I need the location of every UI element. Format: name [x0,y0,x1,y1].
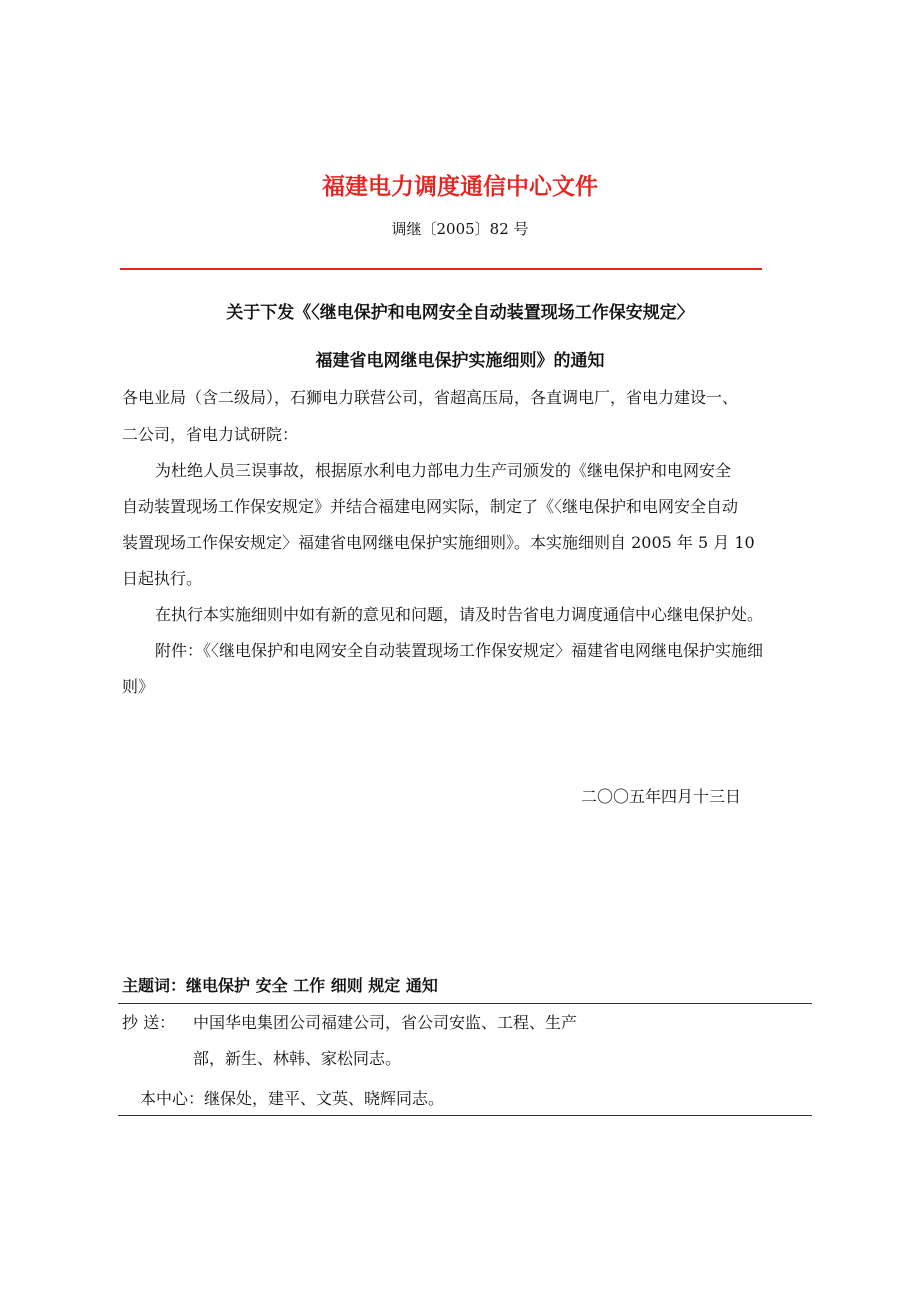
document-title: 福建电力调度通信中心文件 [322,174,598,200]
cc-recipients-line-1: 中国华电集团公司福建公司，省公司安监、工程、生产 [193,1013,578,1032]
document-number: 调继〔2005〕82 号 [391,220,529,238]
footer-divider-top [118,1003,812,1004]
paragraph-1-line-3: 装置现场工作保安规定〉福建省电网继电保护实施细则》。本实施细则自 2005 年 5 月 10 [122,533,755,552]
notice-subject-line-1: 关于下发《〈继电保护和电网安全自动装置现场工作保安规定〉 [226,303,694,323]
cc-label: 抄 送： [122,1013,176,1032]
recipients-line-2: 二公司，省电力试研院： [122,425,299,444]
paragraph-1-line-1: 为杜绝人员三误事故，根据原水利电力部电力生产司颁发的《继电保护和电网安全 [155,461,732,480]
notice-subject-line-2: 福建省电网继电保护实施细则》的通知 [315,351,605,371]
header-divider [120,268,762,270]
paragraph-2: 在执行本实施细则中如有新的意见和问题，请及时告省电力调度通信中心继电保护处。 [155,605,764,624]
paragraph-1-line-4: 日起执行。 [122,569,203,588]
attachment-line-2: 则》 [122,677,155,696]
recipients-line-1: 各电业局（含二级局），石狮电力联营公司，省超高压局，各直调电厂，省电力建设一、 [122,388,739,407]
issue-date: 二〇〇五年四月十三日 [581,787,742,806]
attachment-line-1: 附件：《〈继电保护和电网安全自动装置现场工作保安规定〉福建省电网继电保护实施细 [155,641,764,660]
footer-divider-bottom [118,1115,812,1116]
cc-recipients-line-2: 部，新生、林韩、家松同志。 [193,1049,402,1068]
internal-distribution: 本中心：继保处，建平、文英、晓辉同志。 [140,1089,445,1108]
paragraph-1-line-2: 自动装置现场工作保安规定》并结合福建电网实际，制定了《〈继电保护和电网安全自动 [122,497,739,516]
keywords: 主题词：继电保护 安全 工作 细则 规定 通知 [122,976,438,995]
